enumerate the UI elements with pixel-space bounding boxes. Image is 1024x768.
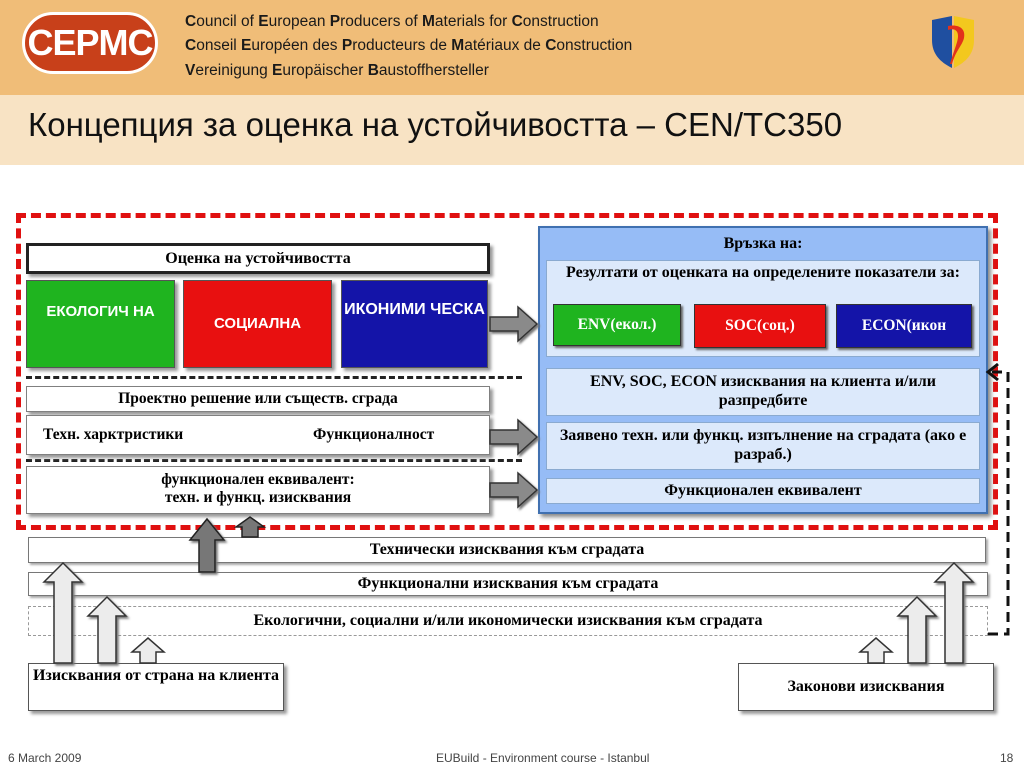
slide-title: Концепция за оценка на устойчивостта – CEN/TC350	[28, 106, 843, 143]
tech-func-characteristics-box	[26, 415, 490, 455]
council-line-en: Council of European Producers of Materials for Construction	[185, 13, 599, 30]
functionality-label: Функционалност	[313, 426, 435, 443]
legal-requirements-source: Законови изисквания	[738, 663, 994, 711]
indicator-env: ENV(екол.)	[553, 304, 681, 346]
declared-performance-box: Заявено техн. или функц. изпълнение на сградата (ако е разраб.)	[546, 422, 980, 470]
cepmc-logo: CEPMC	[22, 12, 158, 74]
client-requirements-box: ENV, SOC, ECON изисквания на клиента и/или разпредбите	[546, 368, 980, 416]
functional-equivalent-line2: техн. и функц. изисквания	[164, 489, 352, 506]
arrow-up-icon	[860, 638, 892, 663]
footer-date: 6 March 2009	[8, 751, 82, 765]
technical-requirements-bar: Технически изисквания към сградата	[28, 537, 986, 563]
sustainability-assessment-box: Оценка на устойчивостта	[26, 243, 490, 274]
functional-equivalent-box	[26, 466, 490, 514]
dashed-divider	[26, 376, 522, 379]
indicator-soc: SOC(соц.)	[694, 304, 826, 348]
results-label: Резултати от оценката на определените показатели за:	[566, 264, 960, 281]
shield-logo-icon	[928, 14, 978, 72]
indicator-econ: ECON(икон	[836, 304, 972, 348]
footer-page-number: 18	[1000, 751, 1014, 765]
link-heading: Връзка на:	[723, 235, 803, 252]
functional-requirements-bar: Функционални изисквания към сградата	[28, 572, 988, 596]
dashed-divider	[26, 459, 522, 462]
design-solution-box: Проектно решение или съществ. сграда	[26, 386, 490, 412]
tech-characteristics-label: Техн. харктристики	[43, 426, 184, 443]
council-line-de: Vereinigung Europäischer Baustoffhersteller	[185, 62, 489, 79]
category-social: СОЦИАЛНА	[183, 280, 332, 368]
category-environmental: ЕКОЛОГИЧ НА	[26, 280, 175, 368]
arrow-up-icon	[132, 638, 164, 663]
functional-equivalent-line1: функционален еквивалент:	[161, 471, 355, 488]
council-line-fr: Conseil Européen des Producteurs de Matériaux de Construction	[185, 37, 633, 54]
client-requirements-source: Изисквания от страна на клиента	[28, 663, 284, 711]
footer-course: EUBuild - Environment course - Istanbul	[436, 751, 650, 765]
functional-equivalent-ref-box: Функционален еквивалент	[546, 478, 980, 504]
category-economic: ИКОНИМИ ЧЕСКА	[341, 280, 488, 368]
esc-requirements-bar: Екологични, социални и/или икономически изисквания към сградата	[28, 606, 988, 636]
